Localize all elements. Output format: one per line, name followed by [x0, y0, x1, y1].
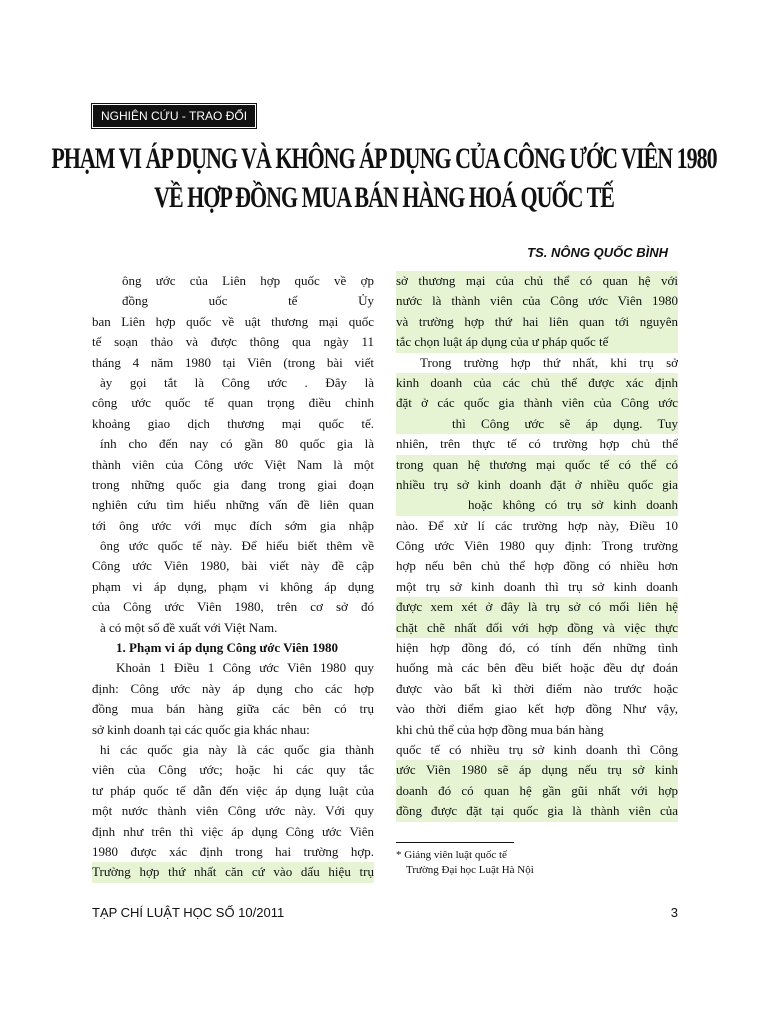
journal-footer: TẠP CHÍ LUẬT HỌC SỐ 10/2011	[92, 905, 285, 920]
text-line: sở kinh doanh tại các quốc gia khác nhau:	[92, 721, 310, 737]
highlighted-text-line: Trường hợp thứ nhất căn cứ vào dấu hiệu trụ	[92, 862, 374, 882]
text-line: tháng 4 năm 1980 tại Viên (trong bài viết	[92, 354, 374, 370]
highlighted-text-line: thì Công ước sẽ áp dụng. Tuy	[396, 414, 678, 434]
highlighted-text-line: chặt chẽ nhất đối với hợp đồng và việc thực	[396, 618, 678, 638]
text-line: Công ước Viên 1980 quy định: Trong trường	[396, 538, 678, 554]
highlighted-text-line: nước là thành viên của Công ước Viên 1980	[396, 291, 678, 311]
text-line: được vào bất kì thời điểm nào trước hoặc	[396, 680, 678, 696]
highlighted-text-line: đồng được đặt tại quốc gia là thành viên của	[396, 801, 678, 821]
highlighted-text-line: kinh doanh của các chủ thể được xác định	[396, 373, 678, 393]
footnote	[396, 848, 678, 878]
text-line: huống mà các bên đều biết hoặc đều dự đoán	[396, 660, 678, 676]
text-line: thành viên của Công ước Việt Nam là một	[92, 456, 374, 472]
text-line: định như trên thì việc áp dụng Công ước Viên	[92, 823, 374, 839]
text-line: khi chủ thể của hợp đồng mua bán hàng	[396, 721, 604, 737]
text-line: hợp nếu bên chủ thể hợp đồng có nhiều hơn	[396, 558, 678, 574]
highlighted-text-line: đặt ở các quốc gia thành viên của Công ước	[396, 393, 678, 413]
text-line: một nước thành viên Công ước này. Với quy	[92, 803, 374, 819]
text-line: đồng uốc tế Ủy	[122, 293, 374, 309]
highlighted-text-line: tắc chọn luật áp dụng của ư pháp quốc tế	[396, 332, 678, 352]
text-line: ày gọi tắt là Công ước . Đây là	[100, 374, 374, 390]
text-line: tư pháp quốc tế dẫn đến việc áp dụng luật của	[92, 782, 374, 798]
article-title-line-1: PHẠM VI ÁP DỤNG VÀ KHÔNG ÁP DỤNG CỦA CÔNG ƯỚC VIÊN 1980	[51, 141, 717, 175]
page-number: 3	[670, 905, 678, 920]
text-line: ính cho đến nay có gần 80 quốc gia là	[100, 436, 374, 452]
text-line: ban Liên hợp quốc về uật thương mại quốc	[92, 313, 374, 329]
text-line: nghiên cứu tìm hiểu những vấn đề liên quan	[92, 497, 374, 513]
text-line: nào. Để xử lí các trường hợp này, Điều 10	[396, 517, 678, 533]
footnote-line: * Giảng viên luật quốc tế	[396, 849, 507, 861]
text-line: vào thời điểm giao kết hợp đồng Như vậy,	[396, 701, 678, 717]
highlighted-text-line: trong quan hệ thương mại quốc tế có thể có	[396, 455, 678, 475]
footnote-divider	[396, 842, 514, 843]
highlighted-text-line: hoặc không có trụ sở kinh doanh	[396, 495, 678, 515]
text-line: một trụ sở kinh doanh thì trụ sở kinh doanh	[396, 578, 678, 594]
text-line: tế soạn thảo và được thông qua ngày 11	[92, 334, 374, 350]
article-title-line-2: VỀ HỢP ĐỒNG MUA BÁN HÀNG HOÁ QUỐC TẾ	[154, 180, 614, 214]
text-line: phạm vi áp dụng, phạm vi không áp dụng	[92, 578, 374, 594]
text-line: Công ước Viên 1980, bài viết này đề cập	[92, 558, 374, 574]
text-line: ông ước quốc tế này. Để hiểu biết thêm về	[100, 538, 374, 554]
author-name: TS. NÔNG QUỐC BÌNH	[527, 245, 668, 260]
text-line: đồng mua bán hàng giữa các bên có trụ	[92, 701, 374, 717]
text-line: ông ước của Liên hợp quốc về ợp	[122, 273, 374, 288]
right-column	[396, 271, 678, 822]
text-line: công ước quốc tế quan trọng điều chỉnh	[92, 395, 374, 411]
text-line: định: Công ước này áp dụng cho các hợp	[92, 680, 374, 696]
footnote-line: Trường Đại học Luật Hà Nội	[406, 864, 534, 876]
text-line: của Công ước Viên 1980, trên cơ sở đó	[92, 599, 374, 615]
text-line: à có một số đề xuất với Việt Nam.	[100, 619, 278, 635]
highlighted-text-line: được xem xét ở đây là trụ sở có mối liên hệ	[396, 597, 678, 617]
highlighted-text-line: và trường hợp thứ hai liên quan tới nguyên	[396, 312, 678, 332]
text-line: viên của Công ước; hoặc hi các quy tắc	[92, 762, 374, 778]
text-line: tới ông ước với mục đích sớm gia nhập	[92, 517, 374, 533]
text-line: trong những quốc gia đang trong giai đoạn	[92, 476, 374, 492]
text-line: hi các quốc gia này là các quốc gia thành	[100, 741, 374, 757]
left-column	[92, 271, 374, 883]
text-line: Khoản 1 Điều 1 Công ước Viên 1980 quy	[116, 660, 374, 676]
highlighted-text-line: ước Viên 1980 sẽ áp dụng nếu trụ sở kinh	[396, 760, 678, 780]
text-line: 1980 được xác định trong hai trường hợp.	[92, 843, 374, 859]
text-line: khoảng giao dịch thương mại quốc tế.	[92, 415, 374, 431]
highlighted-text-line: nhiều trụ sở kinh doanh đặt ở nhiều quốc gia	[396, 475, 678, 495]
highlighted-text-line: sở thương mại của chủ thể có quan hệ với	[396, 271, 678, 291]
section-tag: NGHIÊN CỨU - TRAO ĐỔI	[92, 104, 256, 128]
text-line: hiện hợp đồng đó, có tính đến những tình	[396, 640, 678, 656]
section-heading: 1. Phạm vi áp dụng Công ước Viên 1980	[116, 640, 338, 656]
text-line: quốc tế có nhiều trụ sở kinh doanh thì Công	[396, 741, 678, 757]
text-line: Trong trường hợp thứ nhất, khi trụ sở	[420, 354, 678, 370]
text-line: nhiên, trên thực tế có trường hợp chủ thể	[396, 436, 678, 452]
highlighted-text-line: doanh đó có quan hệ gần gũi nhất với hợp	[396, 781, 678, 801]
